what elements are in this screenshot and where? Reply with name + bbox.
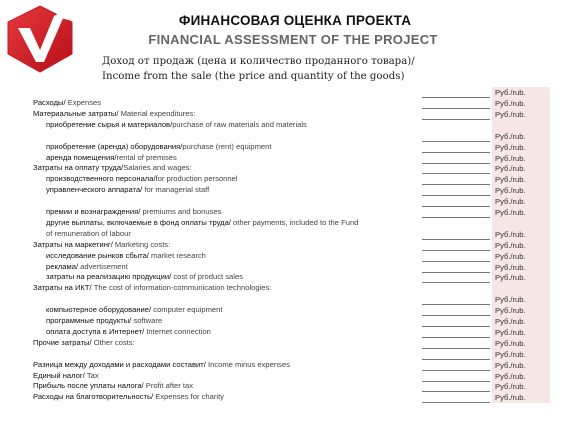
row-label-ru: премии и вознаграждения/ — [46, 207, 141, 216]
row-label-ru: Единый налог/ — [33, 370, 85, 380]
table-row — [33, 218, 553, 229]
table-row — [33, 120, 553, 131]
table-row — [33, 163, 553, 174]
unit-cell: Руб./rub. — [492, 349, 550, 360]
row-label — [46, 120, 307, 130]
row-label-en: Expenses — [65, 98, 102, 107]
unit-cell: Руб./rub. — [492, 381, 550, 392]
value-cell[interactable] — [422, 327, 490, 338]
table-row — [33, 262, 553, 273]
table-row — [33, 142, 553, 153]
table-row — [33, 240, 553, 251]
unit-cell: Руб./rub. — [492, 392, 550, 403]
unit-cell: Руб./rub. — [492, 327, 550, 338]
row-label-en: Profit after tax — [143, 381, 194, 391]
row-label — [33, 381, 193, 391]
row-label-ru: Прибыль после уплаты налога/ — [33, 381, 144, 391]
unit-cell-blank — [492, 218, 550, 229]
unit-cell: Руб./rub. — [492, 371, 550, 382]
value-cell[interactable] — [422, 262, 490, 273]
row-label — [33, 371, 99, 381]
unit-cell: Руб./rub. — [492, 87, 550, 98]
row-label-en: Salaries and wages: — [123, 163, 192, 173]
row-label-ru: Расходы/ — [33, 98, 66, 107]
value-cell[interactable] — [422, 163, 490, 174]
row-label-ru: компьютерное оборудование/ — [46, 305, 152, 315]
table-row — [33, 316, 553, 327]
value-cell[interactable] — [422, 109, 490, 120]
row-label-ru: затраты на реализацию продукции/ — [46, 272, 172, 282]
row-label-ru: Прочие затраты/ — [33, 337, 92, 347]
income-russian: Доход от продаж (цена и количество проданного товара)/ — [102, 56, 415, 67]
table-row — [33, 153, 553, 164]
value-cell[interactable] — [422, 371, 490, 382]
table-row — [33, 196, 553, 207]
value-cell[interactable] — [422, 305, 490, 316]
value-cell[interactable] — [422, 185, 490, 196]
title-russian: ФИНАНСОВАЯ ОЦЕНКА ПРОЕКТА — [178, 13, 412, 28]
table-row — [33, 349, 553, 360]
row-label — [33, 109, 195, 119]
row-label-en: for production personnel — [155, 174, 238, 184]
value-cell[interactable] — [422, 294, 490, 305]
row-label-en: of remuneration of labour — [46, 228, 131, 238]
row-label-en: Internet connection — [144, 326, 211, 336]
unit-cell: Руб./rub. — [492, 251, 550, 262]
unit-cell: Руб./rub. — [492, 240, 550, 251]
table-row — [33, 185, 553, 196]
income-row — [33, 87, 553, 98]
row-label-ru: исследование рынков сбыта/ — [46, 250, 149, 260]
unit-cell: Руб./rub. — [492, 142, 550, 153]
table-row — [33, 381, 553, 392]
unit-cell: Руб./rub. — [492, 229, 550, 240]
table-row — [33, 98, 553, 109]
unit-cell: Руб./rub. — [492, 316, 550, 327]
value-cell[interactable] — [422, 240, 490, 251]
value-cell[interactable] — [422, 381, 490, 392]
table-row — [33, 338, 553, 349]
row-label-ru: другие выплаты, включаемые в фонд оплаты труда/ — [46, 217, 231, 227]
row-label-en: purchase of raw materials and materials — [172, 119, 307, 129]
unit-cell: Руб./rub. — [492, 262, 550, 273]
table-row — [33, 283, 553, 294]
table-row — [33, 305, 553, 316]
row-label — [46, 185, 209, 195]
unit-cell: Руб./rub. — [492, 196, 550, 207]
row-label-ru: оплата доступа в Интернет/ — [46, 326, 145, 336]
budget-sheet — [33, 87, 553, 405]
row-label — [46, 305, 222, 315]
unit-cell: Руб./rub. — [492, 272, 550, 283]
row-label — [33, 338, 135, 348]
value-cell[interactable] — [422, 316, 490, 327]
table-row — [33, 229, 553, 240]
row-label — [46, 316, 162, 326]
row-label-ru: производственного персонала/ — [46, 174, 156, 184]
row-label-en: other payments, included to the Fund — [230, 217, 359, 227]
row-label — [46, 142, 271, 152]
table-row — [33, 392, 553, 403]
table-row — [33, 207, 553, 218]
value-cell[interactable] — [422, 338, 490, 349]
unit-cell: Руб./rub. — [492, 174, 550, 185]
row-label-ru: Расходы на благотворительность/ — [33, 392, 154, 402]
row-label-en: cost of product sales — [171, 272, 243, 282]
value-cell[interactable] — [422, 196, 490, 207]
unit-cell: Руб./rub. — [492, 294, 550, 305]
row-label-en: advertisement — [78, 261, 128, 271]
row-label — [46, 272, 243, 282]
unit-cell: Руб./rub. — [492, 109, 550, 120]
row-label-en: software — [131, 316, 163, 325]
table-row — [33, 294, 553, 305]
row-label — [46, 251, 206, 261]
table-row — [33, 174, 553, 185]
row-label — [33, 392, 224, 402]
unit-cell: Руб./rub. — [492, 207, 550, 218]
unit-cell: Руб./rub. — [492, 131, 550, 142]
value-cell[interactable] — [422, 142, 490, 153]
row-label — [33, 163, 192, 173]
row-label-en: purchase (rent) equipment — [182, 141, 272, 151]
row-label — [46, 153, 177, 163]
table-row — [33, 109, 553, 120]
row-label — [46, 262, 128, 272]
table-row — [33, 272, 553, 283]
value-cell[interactable] — [422, 392, 490, 403]
row-label-en: Income minus expenses — [205, 359, 290, 369]
row-label-en: market research — [148, 250, 206, 260]
table-row — [33, 251, 553, 262]
unit-cell: Руб./rub. — [492, 98, 550, 109]
unit-cell: Руб./rub. — [492, 163, 550, 174]
unit-cell-blank — [492, 283, 550, 294]
value-cell[interactable] — [422, 207, 490, 218]
table-row — [33, 360, 553, 371]
row-label-ru: Разница между доходами и расходами составит/ — [33, 359, 206, 369]
row-label — [46, 229, 131, 239]
row-label-ru: аренда помещения/ — [46, 152, 117, 162]
row-label-en: The cost of information-communication technologies: — [91, 283, 272, 293]
value-cell[interactable] — [422, 131, 490, 142]
row-label-en: rental of premises — [116, 152, 177, 162]
row-label — [46, 174, 237, 184]
row-label-en: premiums and bonuses — [140, 207, 222, 216]
row-label-ru: Затраты на маркетинг/ — [33, 239, 113, 249]
row-label-ru: приобретение сырья и материалов/ — [46, 119, 173, 129]
row-label-en: for managerial staff — [142, 185, 210, 195]
unit-cell: Руб./rub. — [492, 153, 550, 164]
value-cell[interactable] — [422, 349, 490, 360]
row-label-en: Material expenditures: — [118, 108, 196, 118]
value-cell[interactable] — [422, 98, 490, 109]
row-label-en: Tax — [84, 370, 99, 380]
row-label-ru: Затраты на ИКТ/ — [33, 283, 92, 293]
row-label — [33, 240, 170, 250]
row-label-ru: управленческого аппарата/ — [46, 185, 143, 195]
unit-cell-blank — [492, 120, 550, 131]
company-logo — [2, 0, 78, 76]
row-label-ru: Материальные затраты/ — [33, 108, 119, 118]
row-label — [33, 98, 101, 108]
table-row — [33, 131, 553, 142]
row-label — [33, 360, 290, 370]
value-cell[interactable] — [422, 153, 490, 164]
row-label-en: Expenses for charity — [153, 392, 224, 402]
value-cell[interactable] — [422, 229, 490, 240]
value-cell[interactable] — [422, 272, 490, 283]
title-english: FINANCIAL ASSESSMENT OF THE PROJECT — [148, 32, 438, 47]
row-label — [46, 327, 211, 337]
unit-cell: Руб./rub. — [492, 338, 550, 349]
row-label — [46, 218, 358, 228]
row-label — [33, 283, 271, 293]
income-description — [102, 55, 542, 84]
value-cell[interactable] — [422, 360, 490, 371]
row-label-ru: реклама/ — [46, 261, 79, 271]
row-label-ru: приобретение (аренда) оборудования/ — [46, 141, 183, 151]
value-cell[interactable] — [422, 251, 490, 262]
unit-cell: Руб./rub. — [492, 185, 550, 196]
unit-cell: Руб./rub. — [492, 360, 550, 371]
income-value-cell[interactable] — [422, 87, 490, 98]
value-cell[interactable] — [422, 174, 490, 185]
row-label-ru: Затраты на оплату труда/ — [33, 163, 124, 173]
row-label-en: computer equipment — [151, 305, 223, 315]
table-row — [33, 327, 553, 338]
row-label — [46, 207, 221, 217]
table-row — [33, 371, 553, 382]
income-english: Income from the sale (the price and quantity of the goods) — [102, 70, 405, 82]
row-label-en: Other costs: — [91, 337, 135, 347]
row-label-ru: программные продукты/ — [46, 316, 132, 325]
unit-cell: Руб./rub. — [492, 305, 550, 316]
row-label-en: Marketing costs: — [112, 239, 171, 249]
